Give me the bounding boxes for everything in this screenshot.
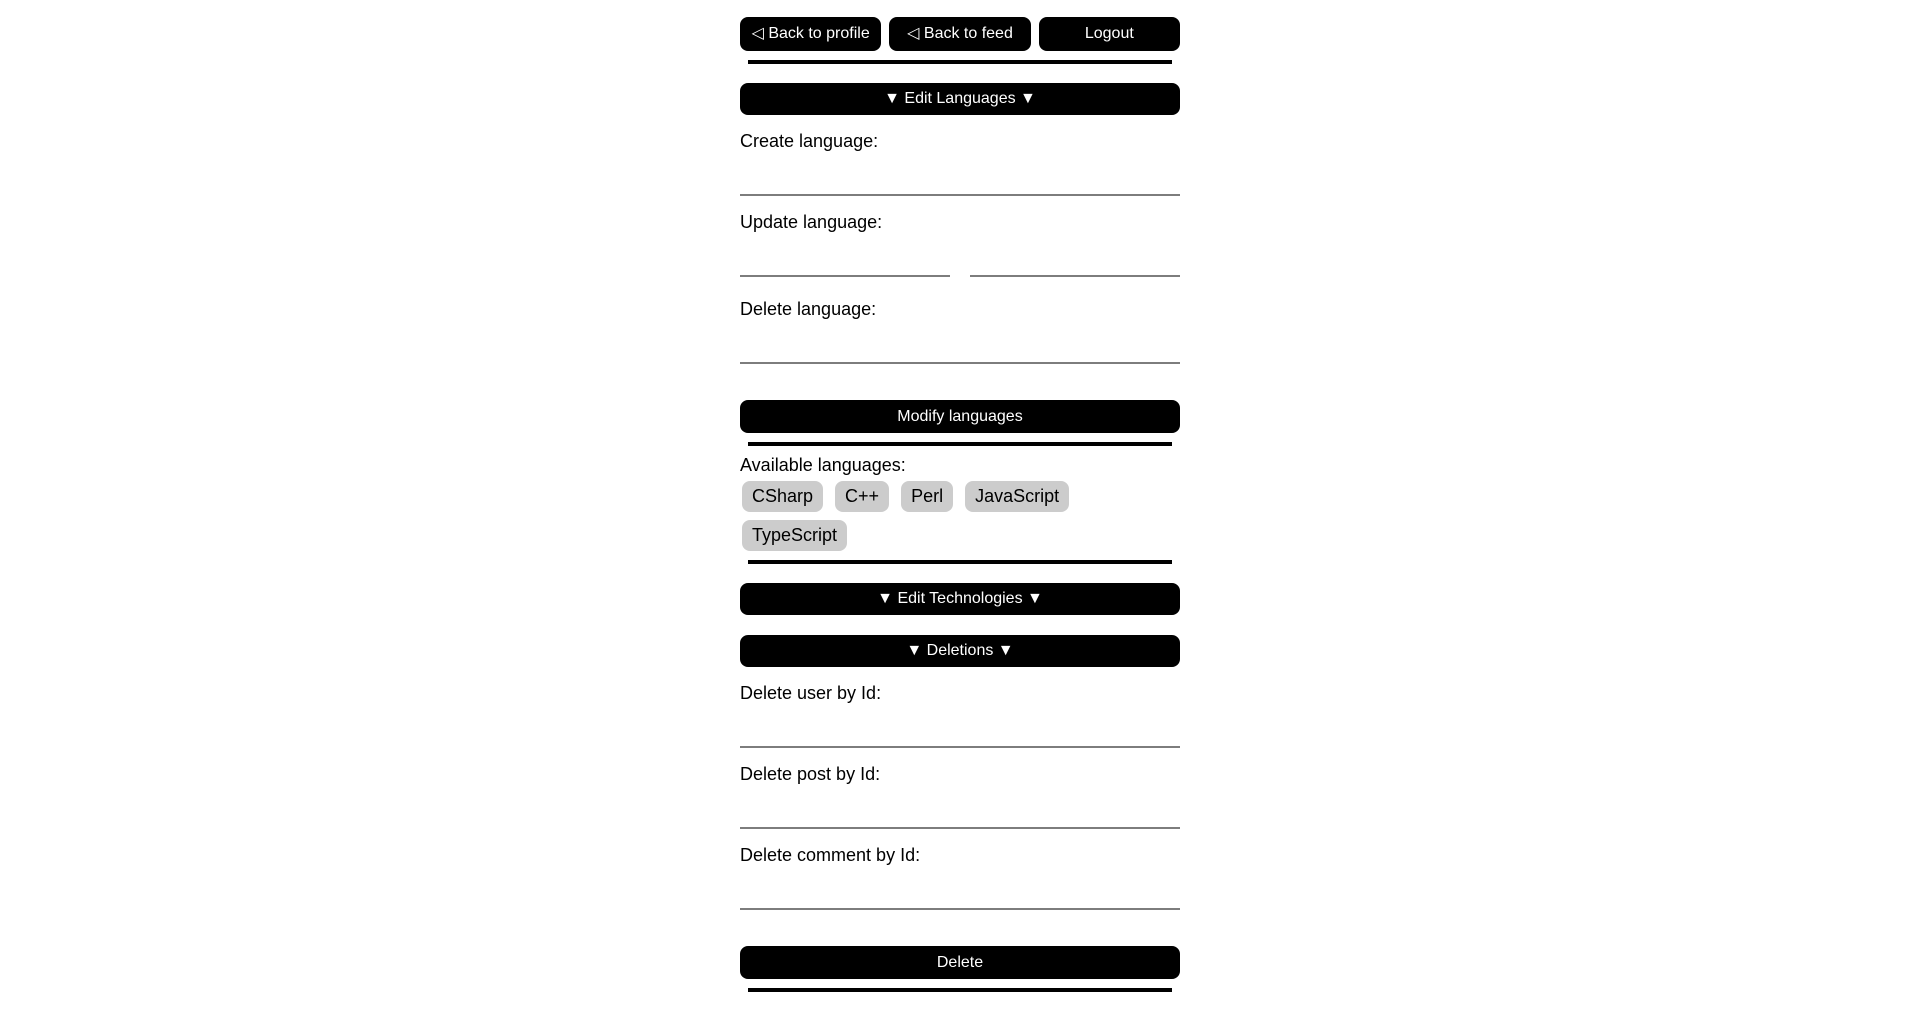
available-languages-label: Available languages: [740, 455, 906, 475]
create-language-input[interactable] [740, 154, 1180, 196]
logout-button[interactable]: Logout [1039, 17, 1180, 51]
delete-user-group [740, 683, 1180, 748]
language-chip[interactable]: CSharp [742, 481, 823, 512]
back-to-feed-button[interactable]: ◁ Back to feed [889, 17, 1030, 51]
section-divider [748, 442, 1172, 446]
create-language-label: Create language: [740, 131, 879, 151]
deletions-toggle[interactable]: ▼ Deletions ▼ [740, 635, 1180, 667]
delete-button[interactable]: Delete [740, 946, 1180, 979]
language-chip[interactable]: TypeScript [742, 520, 847, 551]
delete-comment-label: Delete comment by Id: [740, 845, 921, 865]
delete-comment-group [740, 845, 1180, 910]
delete-comment-id-input[interactable] [740, 868, 1180, 910]
section-divider [748, 988, 1172, 992]
delete-post-group [740, 764, 1180, 829]
delete-post-id-input[interactable] [740, 787, 1180, 829]
delete-post-label: Delete post by Id: [740, 764, 881, 784]
edit-languages-toggle[interactable]: ▼ Edit Languages ▼ [740, 83, 1180, 115]
delete-user-label: Delete user by Id: [740, 683, 882, 703]
delete-language-group [740, 299, 1180, 364]
section-divider [748, 560, 1172, 564]
back-to-profile-button[interactable]: ◁ Back to profile [740, 17, 881, 51]
language-chips [742, 481, 1180, 551]
update-language-label: Update language: [740, 212, 883, 232]
language-chip[interactable]: C++ [835, 481, 889, 512]
update-language-old-input[interactable] [740, 235, 950, 277]
top-button-row [740, 17, 1180, 51]
admin-panel [740, 0, 1180, 992]
language-chip[interactable]: JavaScript [965, 481, 1069, 512]
modify-languages-button[interactable]: Modify languages [740, 400, 1180, 433]
delete-language-label: Delete language: [740, 299, 877, 319]
update-language-new-input[interactable] [970, 235, 1180, 277]
edit-technologies-toggle[interactable]: ▼ Edit Technologies ▼ [740, 583, 1180, 615]
section-divider [748, 60, 1172, 64]
delete-user-id-input[interactable] [740, 706, 1180, 748]
update-language-inputs [740, 235, 1180, 293]
delete-language-input[interactable] [740, 322, 1180, 364]
language-chip[interactable]: Perl [901, 481, 953, 512]
update-language-group [740, 212, 1180, 293]
create-language-group [740, 131, 1180, 196]
